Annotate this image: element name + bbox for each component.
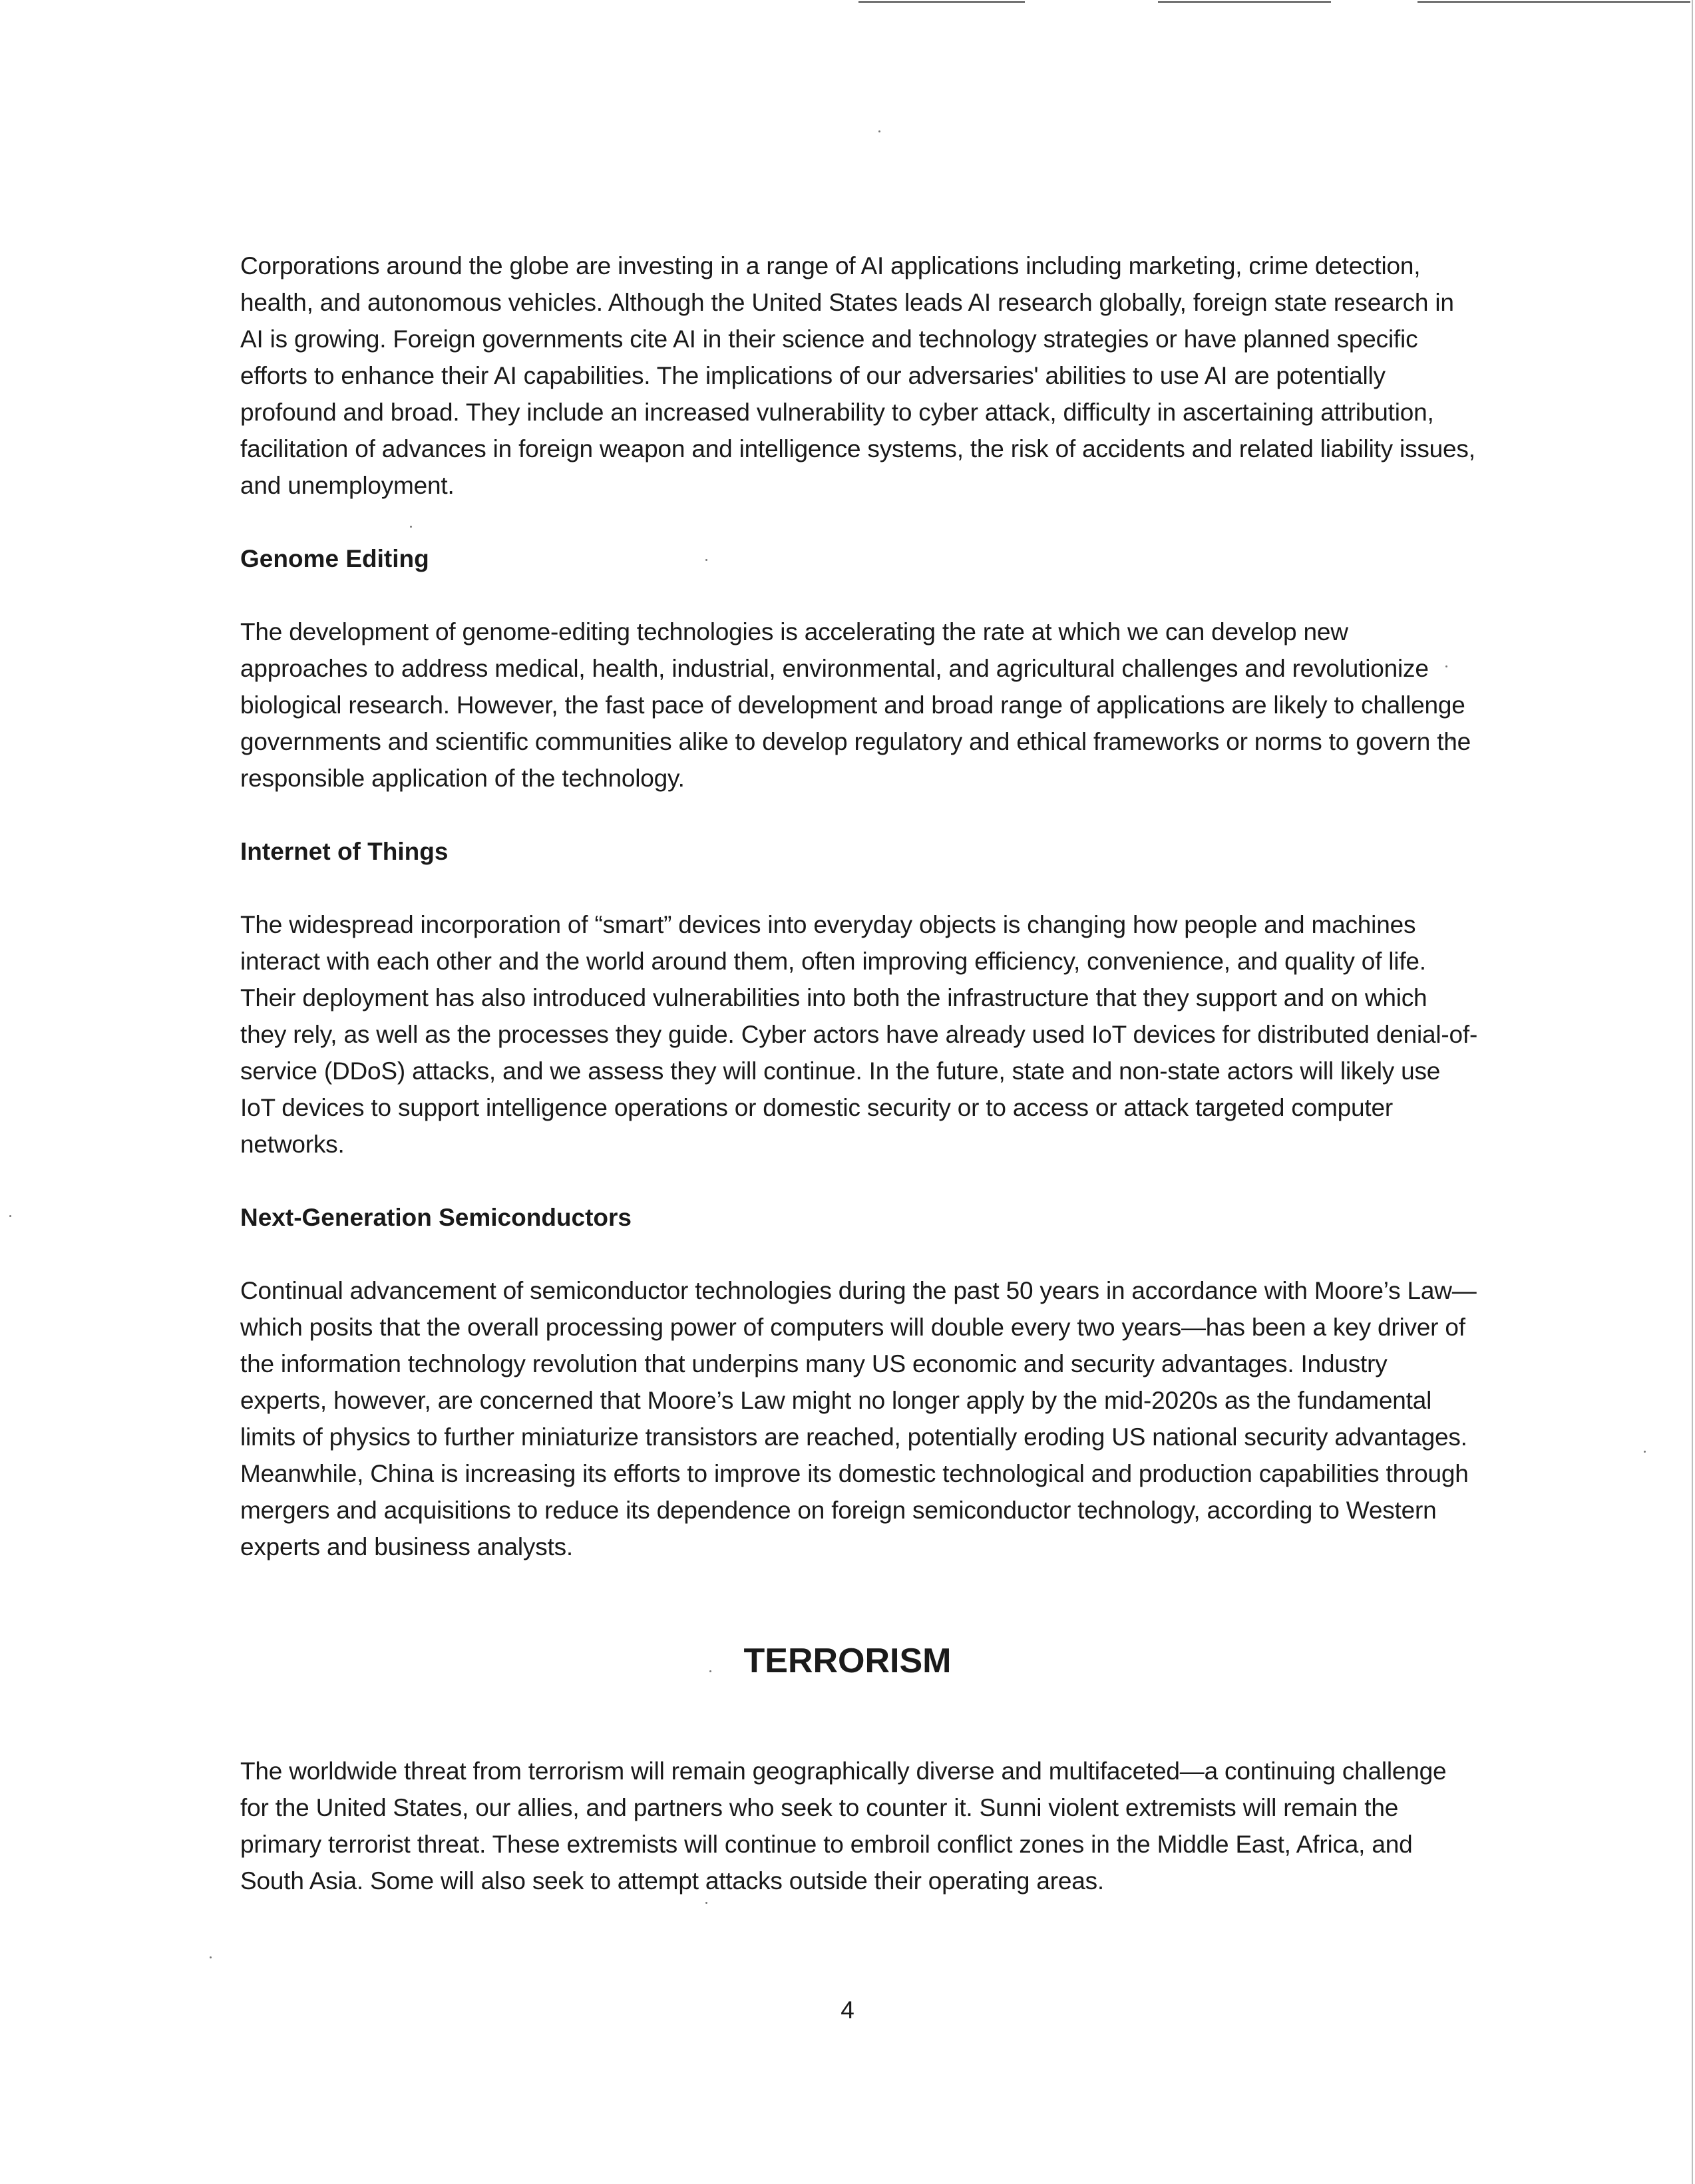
scan-speck xyxy=(1644,1451,1646,1453)
section-heading-internet-of-things: Internet of Things xyxy=(240,838,449,865)
terrorism-title: TERRORISM xyxy=(743,1642,952,1680)
scan-speck xyxy=(878,130,880,132)
intro-paragraph: Corporations around the globe are investing in a range of AI applications including marketing, crime detection, health, and autonomous vehicles. Although the United States leads AI research globally, foreign state research in AI is growing. Foreign governments cite AI in their science and technology strategies or have planned specific efforts to enhance their AI capabilities. The implications of our adversaries' abilities to use AI are potentially profound and broad. They include an increased vulnerability to cyber attack, difficulty in ascertaining attribution, facilitation of advances in foreign weapon and intelligence systems, the risk of accidents and related liability issues, and unemployment. xyxy=(240,252,1475,499)
section-body-internet-of-things: The widespread incorporation of “smart” devices into everyday objects is changing how people and machines interact with each other and the world around them, often improving efficiency, convenience, and quality of life. Their deployment has also introduced vulnerabilities into both the infrastructure that they support and on which they rely, as well as the processes they guide. Cyber actors have already used IoT devices for distributed denial-of-service (DDoS) attacks, and we assess they will continue. In the future, state and non-state actors will likely use IoT devices to support intelligence operations or domestic security or to access or attack targeted computer networks. xyxy=(240,911,1478,1158)
scan-speck xyxy=(9,1215,11,1217)
scan-speck xyxy=(210,1956,212,1958)
terrorism-paragraph: The worldwide threat from terrorism will remain geographically diverse and multifaceted—a continuing challenge for the United States, our allies, and partners who seek to counter it. Sunni violent extremists will remain the primary terrorist threat. These extremists will continue to embroil conflict zones in the Middle East, Africa, and South Asia. Some will also seek to attempt attacks outside their operating areas. xyxy=(240,1757,1447,1895)
scan-top-rule xyxy=(1417,1,1690,3)
section-body-genome-editing: The development of genome-editing technologies is accelerating the rate at which we can develop new approaches to address medical, health, industrial, environmental, and agricultural challenges and revolutionize biological research. However, the fast pace of development and broad range of applications are likely to challenge governments and scientific communities alike to develop regulatory and ethical frameworks or norms to govern the responsible application of the technology. xyxy=(240,618,1471,792)
section-heading-semiconductors: Next-Generation Semiconductors xyxy=(240,1204,632,1231)
scan-top-rule xyxy=(858,1,1025,3)
section-heading-genome-editing: Genome Editing xyxy=(240,545,429,572)
scan-top-rule xyxy=(1158,1,1331,3)
document-body xyxy=(240,248,1478,1899)
section-body-semiconductors: Continual advancement of semiconductor technologies during the past 50 years in accordance with Moore’s Law—which posits that the overall processing power of computers will double every two years—has been a key driver of the information technology revolution that underpins many US economic and security advantages. Industry experts, however, are concerned that Moore’s Law might no longer apply by the mid-2020s as the fundamental limits of physics to further miniaturize transistors are reached, potentially eroding US national security advantages. Meanwhile, China is increasing its efforts to improve its domestic technological and production capabilities through mergers and acquisitions to reduce its dependence on foreign semiconductor technology, according to Western experts and business analysts. xyxy=(240,1277,1477,1560)
page-number-text: 4 xyxy=(841,1996,854,2024)
page-number xyxy=(0,1996,1695,2024)
scan-right-edge xyxy=(1692,0,1693,2184)
scan-speck xyxy=(705,1902,707,1904)
